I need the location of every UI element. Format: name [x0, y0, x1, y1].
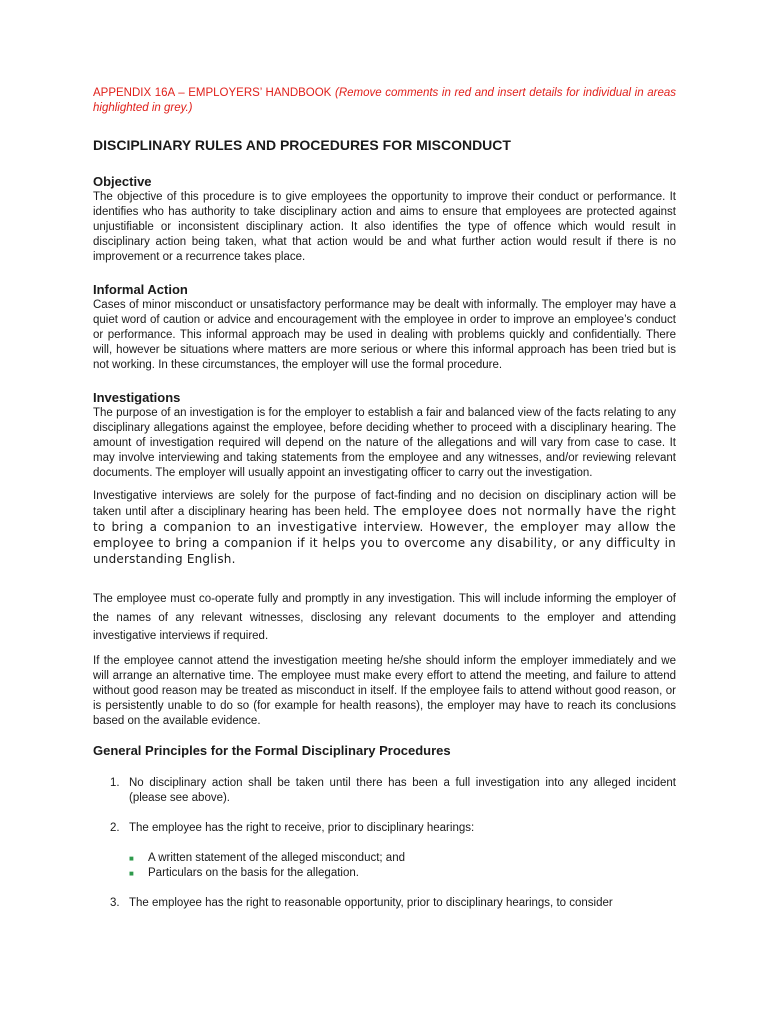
bullet-icon: ■ — [129, 853, 134, 863]
bullet-icon: ■ — [129, 868, 134, 878]
informal-action-text: Cases of minor misconduct or unsatisfactory performance may be dealt with informally. The employer may have a quiet word of caution or advice and encouragement with the employee in order to improve an employee’s conduct or performance. This informal approach may be used in dealing with problems quickly and confidentially. There will, however be situations where matters are more serious or where this informal approach has been tried but is not working. In these circumstances, the employer will use the formal procedure. — [93, 299, 676, 371]
investigations-para-3: The employee must co-operate fully and promptly in any investigation. This will include informing the employer of the names of any relevant witnesses, disclosing any relevant documents to the employer and attending investigative interviews if required. — [93, 593, 676, 642]
informal-action-heading: Informal Action — [93, 282, 188, 297]
bullet-text: A written statement of the alleged misconduct; and — [148, 851, 405, 864]
bullet-item — [129, 851, 676, 866]
list-item — [93, 821, 676, 881]
bullet-item — [129, 866, 676, 881]
investigations-para-2 — [93, 489, 676, 568]
principles-heading: General Principles for the Formal Disciplinary Procedures — [93, 742, 451, 758]
objective-text: The objective of this procedure is to give employees the opportunity to improve their conduct or performance. It identifies who has authority to take disciplinary action and aims to ensure that employees are protected against unjustifiable or inconsistent disciplinary action. It also identifies the type of offence which would result in disciplinary action being taken, what that action would be and what further action would result if there is no improvement or a recurrence takes place. — [93, 191, 676, 263]
appendix-title: APPENDIX 16A – EMPLOYERS’ HANDBOOK — [93, 87, 332, 99]
list-item — [93, 776, 676, 806]
investigations-para-1: The purpose of an investigation is for the employer to establish a fair and balanced view of the facts relating to any disciplinary allegations against the employee, before deciding whether to proceed with a disciplinary hearing. The amount of investigation required will depend on the nature of the allegations and will vary from case to case. It may involve interviewing and taking statements from the employee and any witnesses, and/or reviewing relevant documents. The employer will usually appoint an investigating officer to carry out the investigation. — [93, 407, 676, 479]
page-title: DISCIPLINARY RULES AND PROCEDURES FOR MISCONDUCT — [93, 137, 511, 153]
list-item-number: 1. — [110, 776, 120, 789]
principles-list — [93, 776, 676, 911]
bullet-text: Particulars on the basis for the allegation. — [148, 866, 359, 879]
investigations-para-2a: Investigative interviews are solely for the purpose of fact-finding and no decision on disciplinary action will be taken until after a disciplinary hearing has been held. — [93, 490, 676, 518]
list-item-text: The employee has the right to receive, prior to disciplinary hearings: — [129, 821, 475, 834]
objective-heading: Objective — [93, 174, 152, 189]
list-item — [93, 896, 676, 911]
investigations-para-4: If the employee cannot attend the investigation meeting he/she should inform the employer immediately and we will arrange an alternative time. The employee must make every effort to attend the meeting, and failure to attend without good reason may be treated as misconduct in itself. If the employee fails to attend without good reason, or is persistently unable to do so (for example for health reasons), the employer may have to reach its conclusions based on the available evidence. — [93, 654, 676, 727]
appendix-header — [93, 86, 676, 116]
appendix-note: (Remove comments in red and insert details for individual in areas highlighted in grey.) — [93, 87, 677, 114]
investigations-heading: Investigations — [93, 390, 181, 405]
investigations-para-2b: The employee does not normally have the right to bring a companion to an investigative interview. However, the employer may allow the employee to bring a companion if it helps you to overcome any disability, or any difficulty in understanding English. — [93, 504, 677, 566]
document-body — [93, 86, 676, 926]
list-item-number: 2. — [110, 821, 120, 834]
list-item-text: No disciplinary action shall be taken until there has been a full investigation into any alleged incident (please see above). — [129, 776, 676, 804]
list-item-text: The employee has the right to reasonable opportunity, prior to disciplinary hearings, to consider — [129, 896, 613, 909]
bullet-list — [129, 851, 676, 881]
list-item-number: 3. — [110, 896, 120, 909]
